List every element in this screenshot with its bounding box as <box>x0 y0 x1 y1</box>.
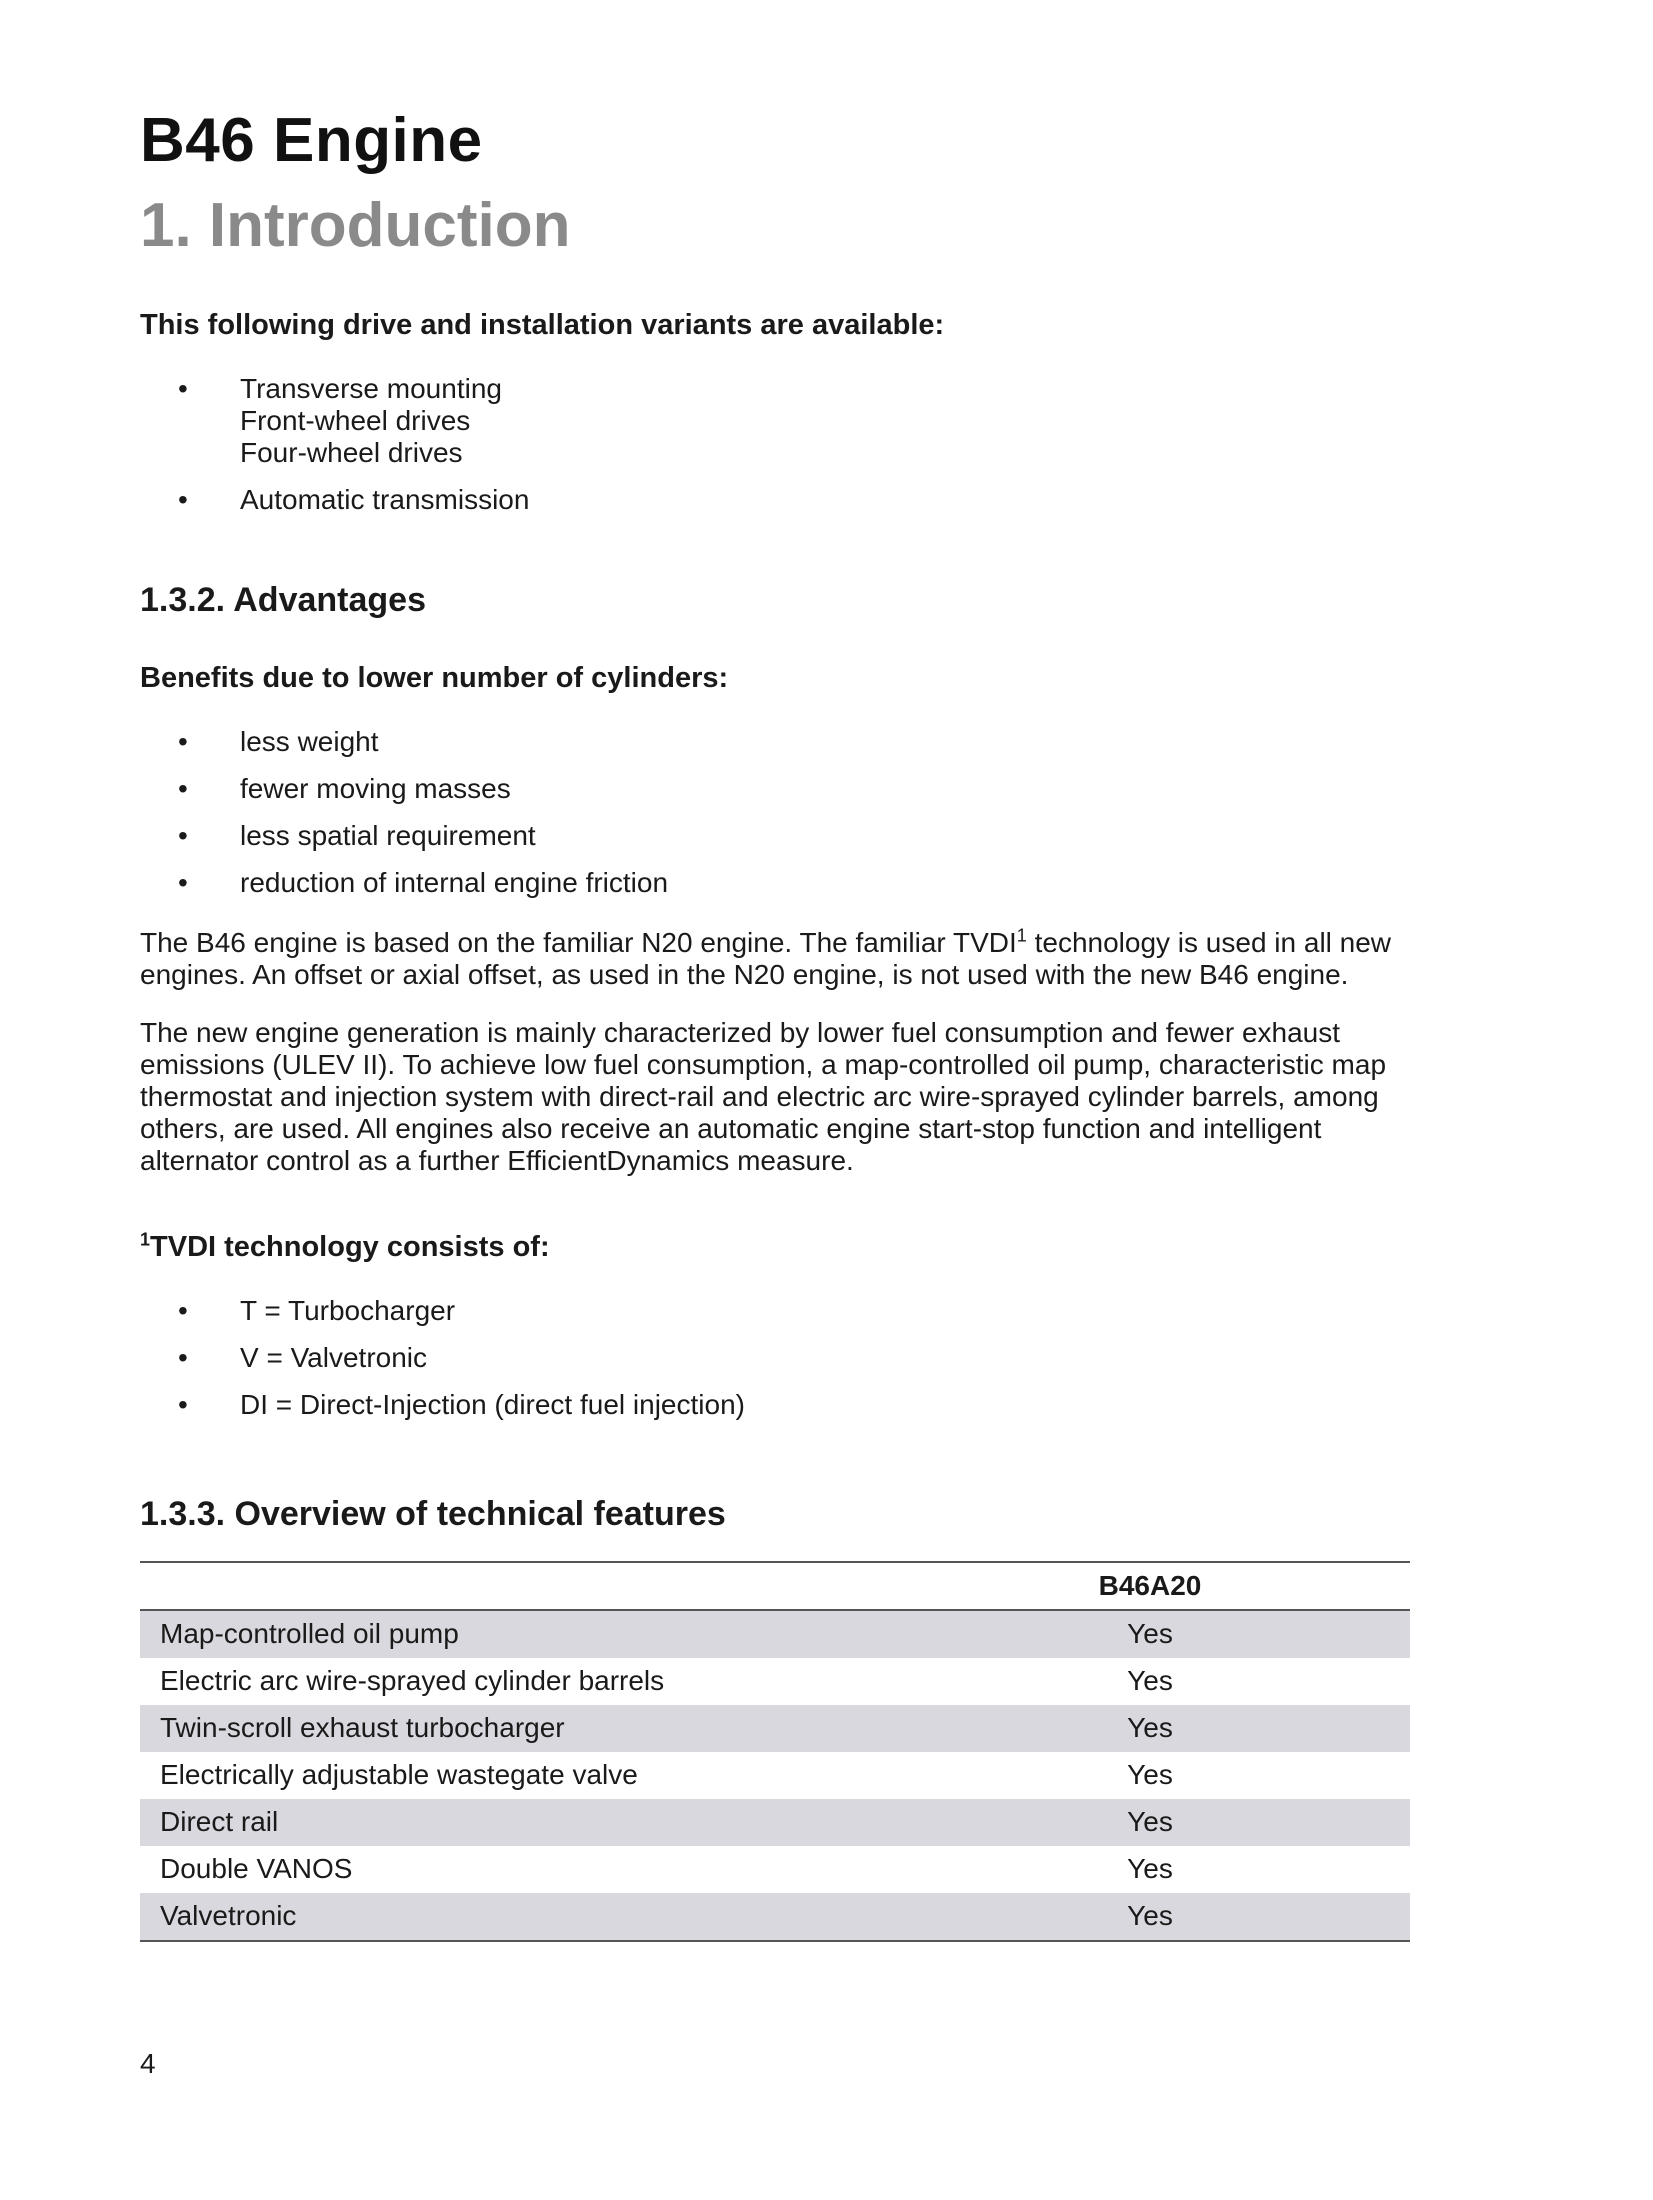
variants-lead: This following drive and installation variants are available: <box>140 309 945 341</box>
body-paragraph: The B46 engine is based on the familiar N20 engine. The familiar TVDI$^1$ technology is used in all new engines. An offset or axial offset, as used in the N20 engine, is not used with the new B46 engine. <box>140 925 1392 990</box>
table-row: Double VANOS Yes <box>160 1853 1173 1885</box>
variants-section <box>140 308 1410 531</box>
list-item: • DI = Direct-Injection (direct fuel injection) <box>178 1388 745 1420</box>
tvdi-section <box>140 1230 1410 1436</box>
table-header-cell: B46A20 <box>1098 1569 1202 1601</box>
list-item: • Automatic transmission <box>178 483 530 515</box>
bullet-icon: • <box>178 725 188 757</box>
page-number: 4 <box>140 2048 156 2079</box>
advantages-list <box>140 726 1410 899</box>
bullet-icon: • <box>178 772 188 804</box>
features-table <box>140 1561 1410 1942</box>
bullet-icon: • <box>178 372 188 404</box>
bullet-icon: • <box>178 1341 188 1373</box>
bullet-icon: • <box>178 866 188 898</box>
chapter-title: 1. Introduction <box>140 191 571 260</box>
table-row: Electrically adjustable wastegate valve Yes <box>160 1759 1173 1791</box>
document-title: B46 Engine <box>140 106 483 175</box>
bullet-icon: • <box>178 1388 188 1420</box>
list-item: • T = Turbocharger <box>178 1294 456 1326</box>
advantages-section <box>140 580 1410 1177</box>
tvdi-list <box>140 1295 1410 1421</box>
advantages-lead: Benefits due to lower number of cylinders: <box>140 661 729 694</box>
bullet-icon: • <box>178 1294 188 1326</box>
table-row: Direct rail Yes <box>140 1799 1410 1846</box>
bullet-icon: • <box>178 819 188 851</box>
document-page <box>140 0 1410 2200</box>
body-paragraph: The new engine generation is mainly characterized by lower fuel consumption and fewer exhaust emissions (ULEV II). To achieve low fuel consumption, a map-controlled oil pump, characteristic map thermostat and injection system with direct-rail and electric arc wire-sprayed cylinder barrels, among others, are used. All engines also receive an automatic engine start-stop function and intelligent alternator control as a further EfficientDynamics measure. <box>140 1016 1387 1176</box>
footnote-marker: 1 <box>1016 925 1027 946</box>
overview-section <box>140 1494 1410 1942</box>
table-row: Valvetronic Yes <box>140 1893 1410 1941</box>
list-item: • reduction of internal engine friction <box>178 866 669 898</box>
table-header-cell <box>140 1562 890 1610</box>
table-row: Electric arc wire-sprayed cylinder barrels Yes <box>160 1665 1173 1697</box>
section-heading: 1.3.3. Overview of technical features <box>140 1495 726 1533</box>
table-row: Map-controlled oil pump Yes <box>140 1610 1410 1658</box>
footnote-marker: 1 <box>140 1229 151 1250</box>
list-item: • V = Valvetronic <box>178 1341 428 1373</box>
table-header-row <box>140 1562 1410 1610</box>
list-item: • fewer moving masses <box>178 772 511 804</box>
list-item: • less weight <box>178 725 379 757</box>
section-heading: 1.3.2. Advantages <box>140 581 426 619</box>
bullet-icon: • <box>178 483 188 515</box>
tvdi-lead: $^1$TVDI technology consists of: <box>140 1229 550 1263</box>
variants-list <box>140 373 1410 516</box>
list-item: • less spatial requirement <box>178 819 536 851</box>
list-item: • Transverse mounting Front-wheel drives Four-wheel drives <box>178 372 502 468</box>
table-row: Twin-scroll exhaust turbocharger Yes <box>140 1705 1410 1752</box>
